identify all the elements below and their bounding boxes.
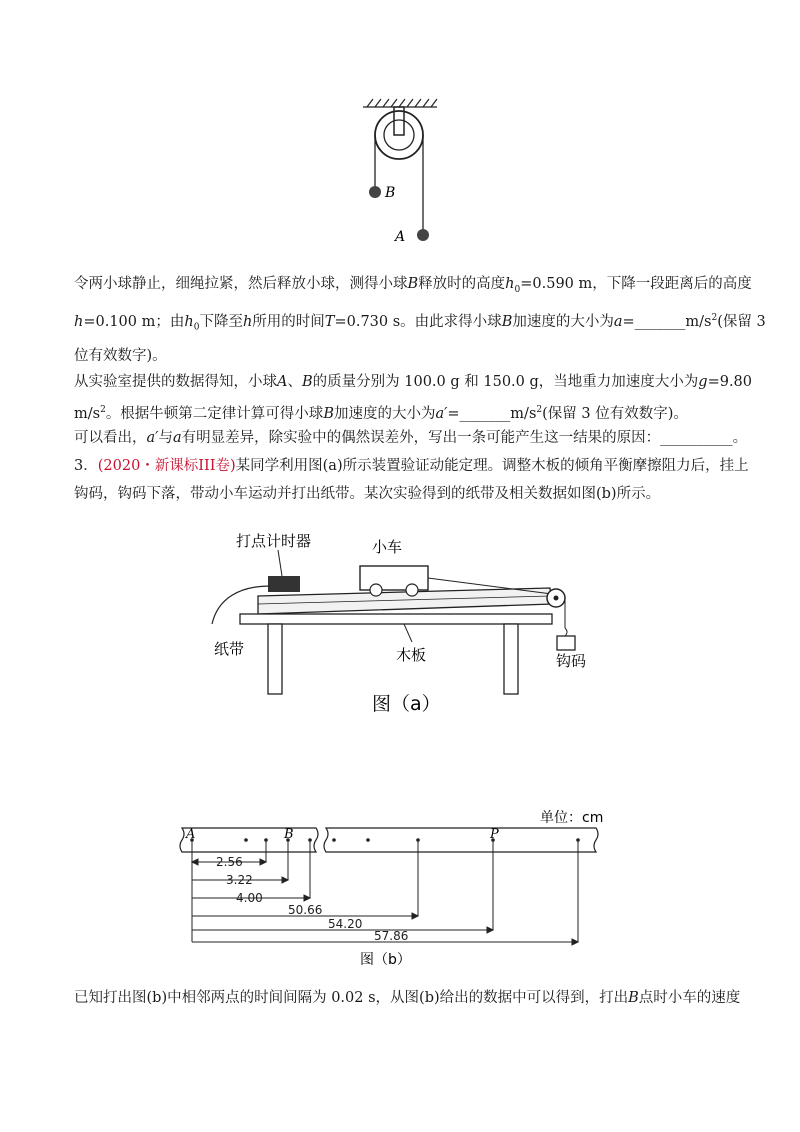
- tape-dot: [244, 838, 248, 842]
- text: 可以看出，: [74, 430, 147, 446]
- var-a-prime: a′: [435, 405, 448, 422]
- var-b: B: [501, 313, 513, 330]
- text: (保留 3: [717, 313, 766, 330]
- superscript: 2: [711, 312, 718, 323]
- board-label: 木板: [396, 646, 427, 664]
- paragraph-release-heights: [74, 270, 766, 370]
- text: 所用的时间: [252, 313, 325, 330]
- measurement-54-20: 54.20: [328, 917, 363, 931]
- ball-b: [369, 186, 381, 198]
- unit-label: 单位：cm: [540, 810, 604, 826]
- text: (保留 3 位有效数字)。: [542, 405, 688, 422]
- measurement-50-66: 50.66: [288, 903, 323, 917]
- arrowhead: [487, 927, 493, 933]
- var-b: B: [323, 405, 334, 422]
- label-p: P: [490, 827, 499, 842]
- tape-dot: [332, 838, 336, 842]
- var-b: B: [407, 276, 419, 292]
- arrowhead: [192, 859, 198, 865]
- paragraph-velocity: [74, 984, 741, 1012]
- cart-wheel-left: [370, 584, 382, 596]
- cart-wheel-right: [406, 584, 418, 596]
- answer-blank: =_______m/s: [622, 313, 712, 330]
- text: 已知打出图(b)中相邻两点的时间间隔为 0.02 s，从图(b)给出的数据中可以得到，打出: [74, 990, 629, 1006]
- superscript: 2: [536, 405, 543, 415]
- tape-segment-1: [180, 828, 318, 852]
- timer-pointer: [278, 550, 282, 576]
- text: 从实验室提供的数据得知，小球: [74, 374, 277, 390]
- para4-line1: [74, 984, 741, 1012]
- text: 释放时的高度: [418, 276, 506, 292]
- text: 、: [287, 374, 302, 390]
- var-h: h: [74, 313, 84, 330]
- pulley-center: [554, 596, 559, 601]
- figure-b-caption: 图（b）: [360, 952, 411, 968]
- cart-label: 小车: [372, 538, 403, 556]
- var-t: T: [324, 313, 335, 330]
- timer-block: [268, 576, 300, 592]
- question-3: [74, 452, 749, 508]
- text: 某同学利用图(a)所示装置验证动能定理。调整木板的倾角平衡摩擦阻力后，挂上: [235, 458, 749, 474]
- cart-body: [360, 566, 428, 590]
- text: =9.80: [707, 374, 753, 390]
- text: 有明显差异，除实验中的偶然误差外，写出一条可能产生这一结果的原因：__________。: [181, 430, 748, 446]
- arrowhead: [572, 939, 578, 945]
- arrowhead: [260, 859, 266, 865]
- var-g: g: [698, 374, 708, 390]
- text: 加速度的大小为: [512, 313, 614, 330]
- var-a: a: [172, 430, 182, 446]
- text: 与: [158, 430, 173, 446]
- arrowhead: [304, 895, 310, 901]
- text: =0.590 m，下降一段距离后的高度: [520, 276, 752, 292]
- ball-b-label: B: [385, 185, 396, 201]
- table-top: [240, 614, 552, 624]
- para1-line3: [74, 342, 734, 370]
- para1-line2: [74, 304, 766, 342]
- paragraph-masses: [74, 368, 753, 428]
- question-number: 3．: [74, 458, 98, 474]
- pulley-figure: [355, 95, 445, 255]
- measurement-3-22: 3.22: [226, 873, 253, 887]
- arrowhead: [412, 913, 418, 919]
- var-h0: h: [184, 313, 194, 330]
- text: m/s: [74, 405, 101, 422]
- ceiling-hatch: [363, 99, 437, 107]
- board-pointer: [404, 624, 412, 642]
- measurement-2-56: 2.56: [216, 855, 243, 869]
- label-b: B: [284, 827, 294, 842]
- subscript: 0: [514, 284, 521, 295]
- question3-line1: [74, 452, 749, 480]
- var-a-prime: a′: [146, 430, 159, 446]
- superscript: 2: [100, 405, 106, 415]
- board: [258, 588, 552, 614]
- tape-label: 纸带: [214, 640, 245, 658]
- question3-line2: [74, 480, 734, 508]
- text: 令两小球静止，细绳拉紧，然后释放小球，测得小球: [74, 276, 408, 292]
- question-source: (2020・新课标III卷): [97, 458, 236, 474]
- var-a: a: [613, 313, 623, 330]
- figure-a-caption: 图（a）: [372, 693, 441, 715]
- tape-segment-2: [324, 828, 598, 852]
- text: =0.730 s。由此求得小球: [334, 313, 502, 330]
- paragraph-discrepancy: [74, 424, 748, 452]
- para2-line1: [74, 368, 753, 396]
- weight-hook: [565, 628, 567, 636]
- var-b: B: [301, 374, 313, 390]
- para3-line1: [74, 424, 748, 452]
- figure-a-apparatus: [200, 528, 600, 720]
- var-h: h: [242, 313, 253, 330]
- arrowhead: [282, 877, 288, 883]
- text: 位有效数字)。: [74, 347, 167, 364]
- text: =0.100 m；由: [83, 313, 185, 330]
- para1-line1: [74, 270, 752, 304]
- table-leg-left: [268, 624, 282, 694]
- var-b: B: [628, 990, 639, 1006]
- tape-dot: [366, 838, 370, 842]
- table-leg-right: [504, 624, 518, 694]
- weight-label: 钩码: [556, 652, 587, 670]
- var-h0: h: [505, 276, 515, 292]
- ball-a: [417, 229, 429, 241]
- measurement-4-00: 4.00: [236, 891, 263, 905]
- var-a: A: [277, 374, 288, 390]
- text: 的质量分别为 100.0 g 和 150.0 g，当地重力加速度大小为: [312, 374, 699, 390]
- text: 钩码，钩码下落，带动小车运动并打出纸带。某次实验得到的纸带及相关数据如图(b)所示。: [74, 486, 661, 502]
- label-a: A: [186, 827, 196, 842]
- answer-blank: =_______m/s: [447, 405, 537, 422]
- ball-a-label: A: [395, 229, 406, 245]
- text: 加速度的大小为: [333, 405, 436, 422]
- timer-label: 打点计时器: [236, 532, 312, 550]
- text: 。根据牛顿第二定律计算可得小球: [105, 405, 324, 422]
- weight: [557, 636, 575, 650]
- text: 下降至: [199, 313, 243, 330]
- measurement-57-86: 57.86: [374, 929, 409, 943]
- figure-b-tape: [178, 800, 618, 980]
- subscript: 0: [193, 322, 200, 333]
- text: 点时小车的速度: [638, 990, 741, 1006]
